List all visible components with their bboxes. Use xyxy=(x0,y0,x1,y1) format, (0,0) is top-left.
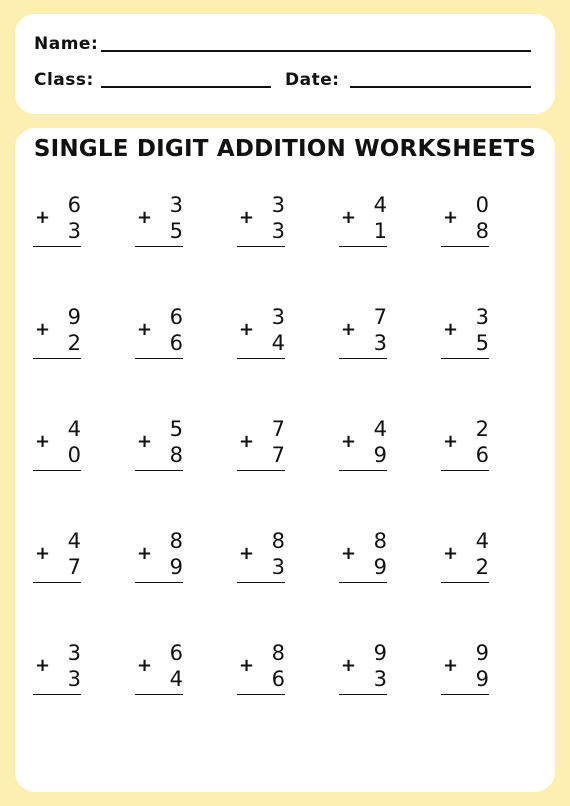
bottom-addend: 9 xyxy=(169,555,183,579)
problem-grid xyxy=(33,190,543,750)
problem-body xyxy=(135,302,191,362)
plus-sign: + xyxy=(239,543,255,564)
addition-problem xyxy=(441,190,543,302)
plus-sign: + xyxy=(137,431,153,452)
problem-body xyxy=(339,414,395,474)
bottom-addend: 7 xyxy=(67,555,81,579)
problem-body xyxy=(33,638,89,698)
addition-problem xyxy=(441,414,543,526)
answer-line[interactable] xyxy=(237,582,285,583)
name-field[interactable] xyxy=(101,50,531,52)
answer-line[interactable] xyxy=(135,582,183,583)
worksheet-title: SINGLE DIGIT ADDITION WORKSHEETS xyxy=(33,136,537,162)
bottom-addend: 3 xyxy=(67,667,81,691)
bottom-addend: 2 xyxy=(475,555,489,579)
top-addend: 8 xyxy=(169,529,183,553)
plus-sign: + xyxy=(239,431,255,452)
bottom-addend: 9 xyxy=(475,667,489,691)
student-info-card xyxy=(15,14,555,114)
problem-body xyxy=(339,302,395,362)
answer-line[interactable] xyxy=(237,470,285,471)
top-addend: 3 xyxy=(271,193,285,217)
addition-problem xyxy=(237,190,339,302)
plus-sign: + xyxy=(137,207,153,228)
top-addend: 4 xyxy=(67,529,81,553)
plus-sign: + xyxy=(35,207,51,228)
answer-line[interactable] xyxy=(135,358,183,359)
addition-problem xyxy=(237,414,339,526)
plus-sign: + xyxy=(137,543,153,564)
problem-body xyxy=(135,414,191,474)
top-addend: 4 xyxy=(475,529,489,553)
answer-line[interactable] xyxy=(237,694,285,695)
answer-line[interactable] xyxy=(237,246,285,247)
class-label: Class: xyxy=(34,70,94,90)
answer-line[interactable] xyxy=(339,358,387,359)
addition-problem xyxy=(237,638,339,750)
plus-sign: + xyxy=(35,543,51,564)
plus-sign: + xyxy=(341,207,357,228)
bottom-addend: 6 xyxy=(169,331,183,355)
top-addend: 4 xyxy=(67,417,81,441)
problem-body xyxy=(441,638,497,698)
addition-problem xyxy=(33,638,135,750)
problem-body xyxy=(237,526,293,586)
top-addend: 6 xyxy=(169,305,183,329)
problem-body xyxy=(237,302,293,362)
problem-body xyxy=(33,526,89,586)
addition-problem xyxy=(441,526,543,638)
addition-problem xyxy=(135,526,237,638)
addition-problem xyxy=(135,302,237,414)
top-addend: 7 xyxy=(373,305,387,329)
bottom-addend: 0 xyxy=(67,443,81,467)
bottom-addend: 2 xyxy=(67,331,81,355)
answer-line[interactable] xyxy=(339,694,387,695)
top-addend: 9 xyxy=(67,305,81,329)
answer-line[interactable] xyxy=(33,246,81,247)
answer-line[interactable] xyxy=(441,246,489,247)
problem-body xyxy=(237,190,293,250)
plus-sign: + xyxy=(239,319,255,340)
answer-line[interactable] xyxy=(339,246,387,247)
plus-sign: + xyxy=(239,655,255,676)
problem-body xyxy=(135,638,191,698)
addition-problem xyxy=(339,302,441,414)
problem-body xyxy=(339,526,395,586)
plus-sign: + xyxy=(137,655,153,676)
top-addend: 6 xyxy=(169,641,183,665)
plus-sign: + xyxy=(239,207,255,228)
answer-line[interactable] xyxy=(135,246,183,247)
addition-problem xyxy=(237,302,339,414)
answer-line[interactable] xyxy=(135,470,183,471)
bottom-addend: 9 xyxy=(373,555,387,579)
class-field[interactable] xyxy=(101,86,271,88)
plus-sign: + xyxy=(443,655,459,676)
bottom-addend: 1 xyxy=(373,219,387,243)
plus-sign: + xyxy=(341,319,357,340)
bottom-addend: 3 xyxy=(373,331,387,355)
date-label: Date: xyxy=(285,70,340,90)
answer-line[interactable] xyxy=(441,470,489,471)
plus-sign: + xyxy=(443,207,459,228)
problem-body xyxy=(135,190,191,250)
problem-body xyxy=(33,414,89,474)
top-addend: 8 xyxy=(373,529,387,553)
answer-line[interactable] xyxy=(33,358,81,359)
answer-line[interactable] xyxy=(33,470,81,471)
bottom-addend: 9 xyxy=(373,443,387,467)
addition-problem xyxy=(33,526,135,638)
problem-body xyxy=(135,526,191,586)
name-label: Name: xyxy=(34,34,99,54)
addition-problem xyxy=(339,190,441,302)
bottom-addend: 4 xyxy=(169,667,183,691)
answer-line[interactable] xyxy=(339,582,387,583)
problem-body xyxy=(237,638,293,698)
top-addend: 4 xyxy=(373,193,387,217)
top-addend: 8 xyxy=(271,641,285,665)
problem-body xyxy=(33,190,89,250)
plus-sign: + xyxy=(443,431,459,452)
problem-body xyxy=(441,414,497,474)
top-addend: 3 xyxy=(475,305,489,329)
answer-line[interactable] xyxy=(33,694,81,695)
addition-problem xyxy=(339,638,441,750)
plus-sign: + xyxy=(35,655,51,676)
plus-sign: + xyxy=(35,319,51,340)
answer-line[interactable] xyxy=(441,694,489,695)
addition-problem xyxy=(441,638,543,750)
plus-sign: + xyxy=(341,431,357,452)
addition-problem xyxy=(135,638,237,750)
bottom-addend: 8 xyxy=(475,219,489,243)
bottom-addend: 6 xyxy=(475,443,489,467)
addition-problem xyxy=(33,302,135,414)
problem-body xyxy=(441,302,497,362)
answer-line[interactable] xyxy=(237,358,285,359)
answer-line[interactable] xyxy=(33,582,81,583)
plus-sign: + xyxy=(137,319,153,340)
addition-problem xyxy=(339,526,441,638)
answer-line[interactable] xyxy=(441,358,489,359)
top-addend: 2 xyxy=(475,417,489,441)
addition-problem xyxy=(33,190,135,302)
bottom-addend: 3 xyxy=(67,219,81,243)
bottom-addend: 3 xyxy=(271,219,285,243)
top-addend: 6 xyxy=(67,193,81,217)
answer-line[interactable] xyxy=(339,470,387,471)
addition-problem xyxy=(339,414,441,526)
bottom-addend: 3 xyxy=(373,667,387,691)
problem-body xyxy=(339,190,395,250)
addition-problem xyxy=(441,302,543,414)
bottom-addend: 4 xyxy=(271,331,285,355)
problem-body xyxy=(237,414,293,474)
plus-sign: + xyxy=(443,319,459,340)
problem-body xyxy=(339,638,395,698)
bottom-addend: 3 xyxy=(271,555,285,579)
answer-line[interactable] xyxy=(135,694,183,695)
bottom-addend: 5 xyxy=(169,219,183,243)
top-addend: 7 xyxy=(271,417,285,441)
bottom-addend: 8 xyxy=(169,443,183,467)
addition-problem xyxy=(135,190,237,302)
addition-problem xyxy=(237,526,339,638)
date-field[interactable] xyxy=(350,86,531,88)
answer-line[interactable] xyxy=(441,582,489,583)
top-addend: 3 xyxy=(67,641,81,665)
top-addend: 9 xyxy=(373,641,387,665)
plus-sign: + xyxy=(341,655,357,676)
top-addend: 4 xyxy=(373,417,387,441)
top-addend: 5 xyxy=(169,417,183,441)
top-addend: 0 xyxy=(475,193,489,217)
top-addend: 9 xyxy=(475,641,489,665)
plus-sign: + xyxy=(341,543,357,564)
problem-body xyxy=(441,526,497,586)
bottom-addend: 6 xyxy=(271,667,285,691)
addition-problem xyxy=(33,414,135,526)
bottom-addend: 5 xyxy=(475,331,489,355)
bottom-addend: 7 xyxy=(271,443,285,467)
problem-body xyxy=(441,190,497,250)
top-addend: 3 xyxy=(169,193,183,217)
problem-body xyxy=(33,302,89,362)
top-addend: 3 xyxy=(271,305,285,329)
plus-sign: + xyxy=(443,543,459,564)
worksheet-card xyxy=(15,128,555,792)
plus-sign: + xyxy=(35,431,51,452)
top-addend: 8 xyxy=(271,529,285,553)
addition-problem xyxy=(135,414,237,526)
